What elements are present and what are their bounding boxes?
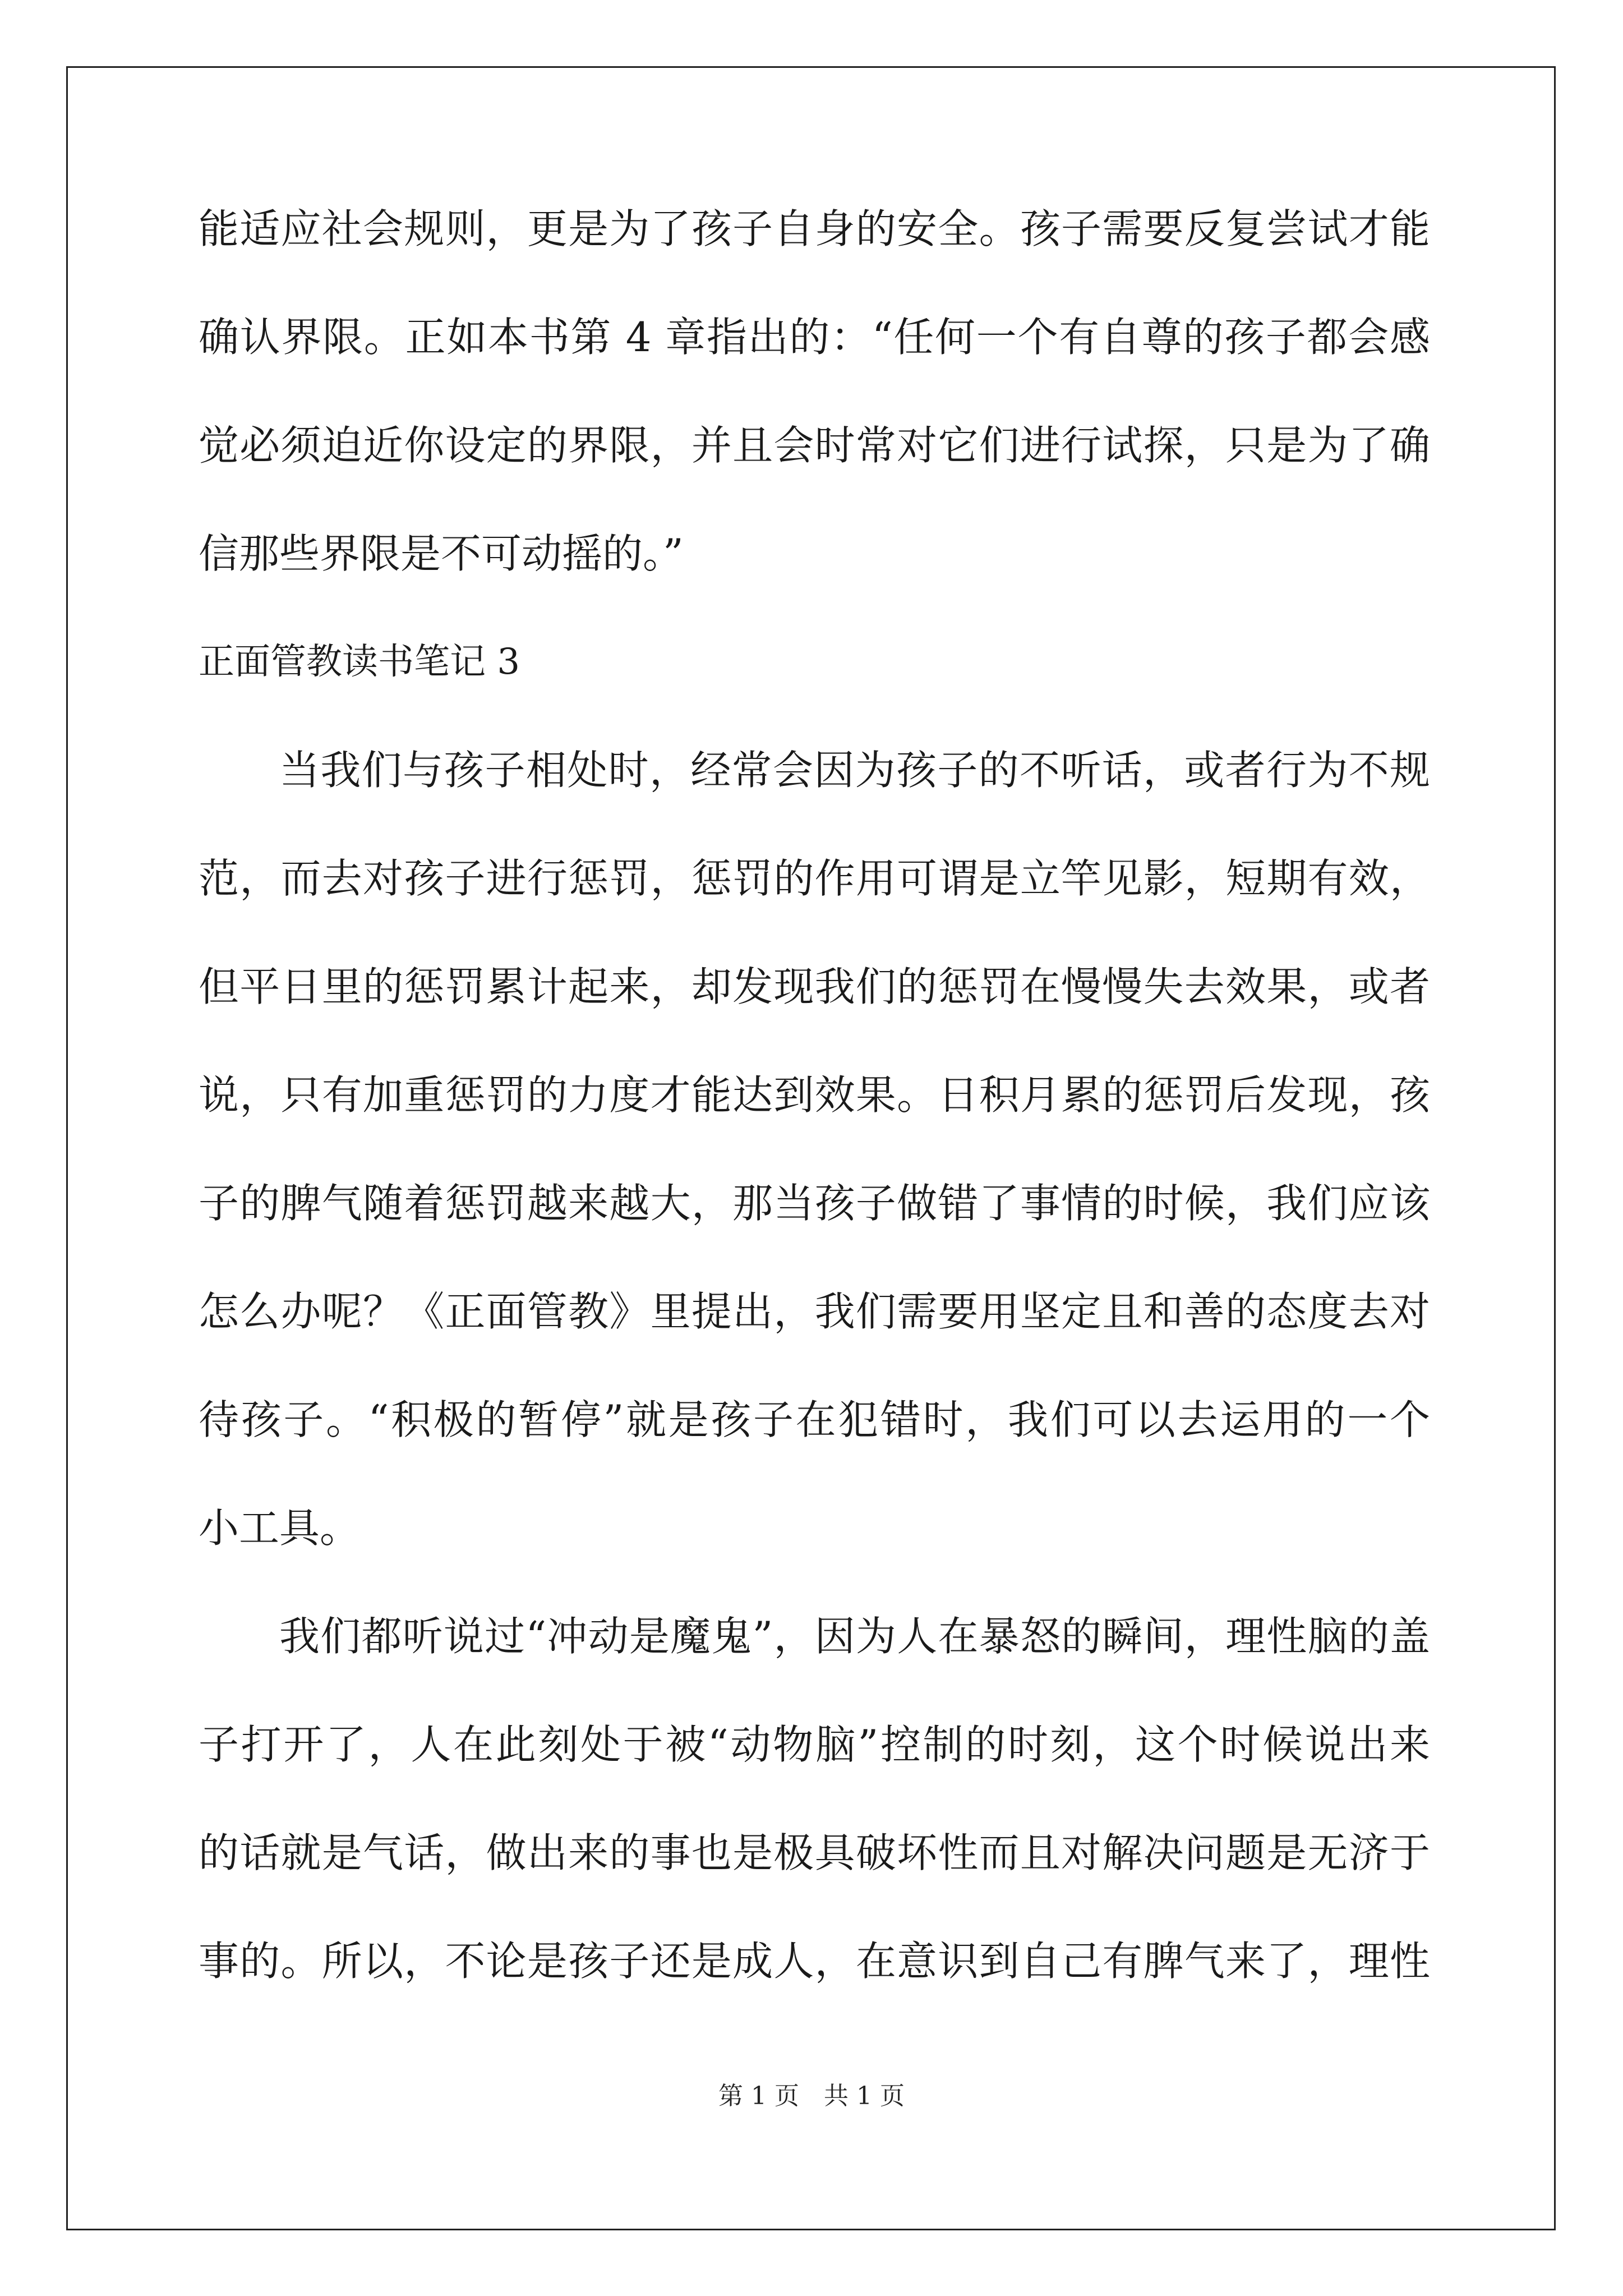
paragraph-line: 小工具。 — [199, 1504, 361, 1552]
paragraph-line: 的话就是气话，做出来的事也是极具破坏性而且对解决问题是无济于 — [199, 1829, 1430, 1876]
paragraph-line: 确认界限。正如本书第 4 章指出的：“任何一个有自尊的孩子都会感 — [199, 314, 1430, 361]
paragraph-line: 待孩子。“积极的暂停”就是孩子在犯错时，我们可以去运用的一个 — [199, 1396, 1430, 1443]
paragraph-line: 能适应社会规则，更是为了孩子自身的安全。孩子需要反复尝试才能 — [199, 205, 1430, 252]
paragraph-line: 我们都听说过“冲动是魔鬼”，因为人在暴怒的瞬间，理性脑的盖 — [279, 1613, 1430, 1660]
paragraph-line: 怎么办呢？《正面管教》里提出，我们需要用坚定且和善的态度去对 — [199, 1288, 1430, 1335]
paragraph-line: 事的。所以，不论是孩子还是成人，在意识到自己有脾气来了，理性 — [199, 1938, 1430, 1985]
paragraph-line: 信那些界限是不可动摇的。” — [199, 530, 684, 577]
paragraph-line: 但平日里的惩罚累计起来，却发现我们的惩罚在慢慢失去效果，或者 — [199, 963, 1430, 1010]
paragraph-line: 范，而去对孩子进行惩罚，惩罚的作用可谓是立竿见影，短期有效， — [199, 855, 1430, 902]
paragraph-line: 当我们与孩子相处时，经常会因为孩子的不听话，或者行为不规 — [279, 747, 1430, 794]
paragraph-line: 觉必须迫近你设定的界限，并且会时常对它们进行试探，只是为了确 — [199, 422, 1430, 469]
paragraph-line: 子的脾气随着惩罚越来越大，那当孩子做错了事情的时候，我们应该 — [199, 1180, 1430, 1227]
section-heading: 正面管教读书笔记 3 — [199, 641, 520, 683]
paragraph-line: 说，只有加重惩罚的力度才能达到效果。日积月累的惩罚后发现，孩 — [199, 1071, 1430, 1119]
paragraph-line: 子打开了，人在此刻处于被“动物脑”控制的时刻，这个时候说出来 — [199, 1721, 1430, 1768]
page-footer: 第 1 页 共 1 页 — [718, 2082, 905, 2110]
document-body — [199, 205, 1430, 2049]
